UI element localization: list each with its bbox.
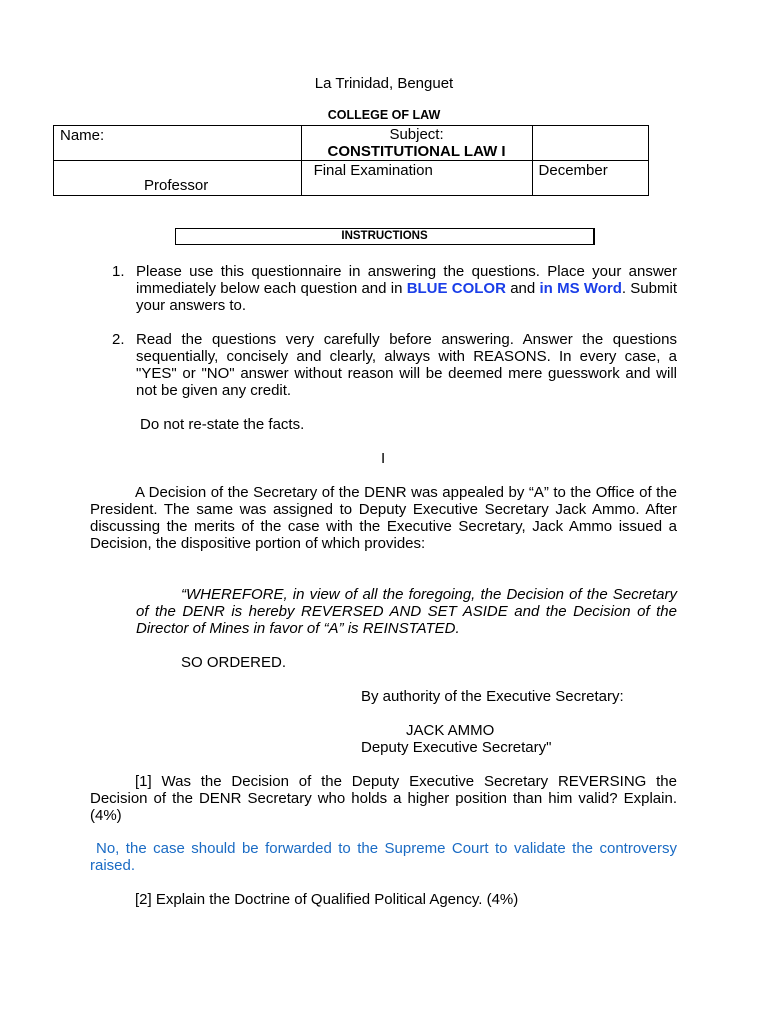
signatory-title: Deputy Executive Secretary": [361, 739, 552, 756]
exam-type: Final Examination: [313, 162, 433, 179]
professor-cell: [54, 161, 302, 196]
instruction-text: Please use this questionnaire in answering the questions. Place your answer immediately below each question and in: [136, 263, 677, 297]
instruction-text: and: [505, 280, 540, 297]
instructions-title: INSTRUCTIONS: [175, 228, 595, 245]
instruction-number: 1.: [112, 263, 125, 280]
professor-label: Professor: [144, 177, 209, 194]
blank-cell: [532, 126, 648, 161]
subject-cell: [301, 126, 532, 161]
so-ordered: SO ORDERED.: [181, 654, 287, 671]
highlight-blue-color: BLUE COLOR: [406, 280, 506, 297]
answer-1: No, the case should be forwarded to the Supreme Court to validate the controversy raised.: [90, 840, 677, 874]
exam-month: December: [538, 162, 608, 179]
exam-header-table: [53, 125, 649, 196]
no-restate-note: Do not re-state the facts.: [140, 416, 305, 433]
instruction-item-1: [112, 263, 677, 314]
name-cell: [54, 126, 302, 161]
instruction-text: Read the questions very carefully before answering. Answer the questions sequentially, concisely and clearly, always with REASONS. In every case, a "YES" or "NO" answer without reason will be deemed mere guesswork and will not be given any credit.: [136, 331, 677, 399]
by-authority: By authority of the Executive Secretary:: [361, 688, 624, 705]
location-heading: La Trinidad, Benguet: [314, 75, 454, 92]
section-number: I: [381, 450, 386, 467]
subject-label: Subject:: [389, 126, 444, 143]
instruction-text: . Submit your answers to.: [136, 280, 677, 314]
name-label: Name:: [60, 127, 105, 144]
college-heading: COLLEGE OF LAW: [327, 108, 441, 122]
question-2: [2] Explain the Doctrine of Qualified Political Agency. (4%): [135, 891, 519, 908]
dispositive-quote: “WHEREFORE, in view of all the foregoing, the Decision of the Secretary of the DENR is hereby REVERSED AND SET ASIDE and the Decision of the Director of Mines in favor of “A” is REINSTATED.: [136, 586, 677, 637]
instruction-number: 2.: [112, 331, 125, 348]
subject-title: CONSTITUTIONAL LAW I: [327, 143, 506, 160]
signatory-name: JACK AMMO: [406, 722, 495, 739]
instruction-item-2: [112, 331, 677, 399]
case-facts: A Decision of the Secretary of the DENR was appealed by “A” to the Office of the President. The same was assigned to Deputy Executive Secretary Jack Ammo. After discussing the merits of the case with the Executive Secretary, Jack Ammo issued a Decision, the dispositive portion of which provides:: [90, 484, 677, 552]
exam-type-cell: [301, 161, 532, 196]
highlight-ms-word: in MS Word: [539, 280, 622, 297]
month-cell: [532, 161, 648, 196]
question-1: [1] Was the Decision of the Deputy Executive Secretary REVERSING the Decision of the DENR Secretary who holds a higher position than him valid? Explain. (4%): [90, 773, 677, 824]
